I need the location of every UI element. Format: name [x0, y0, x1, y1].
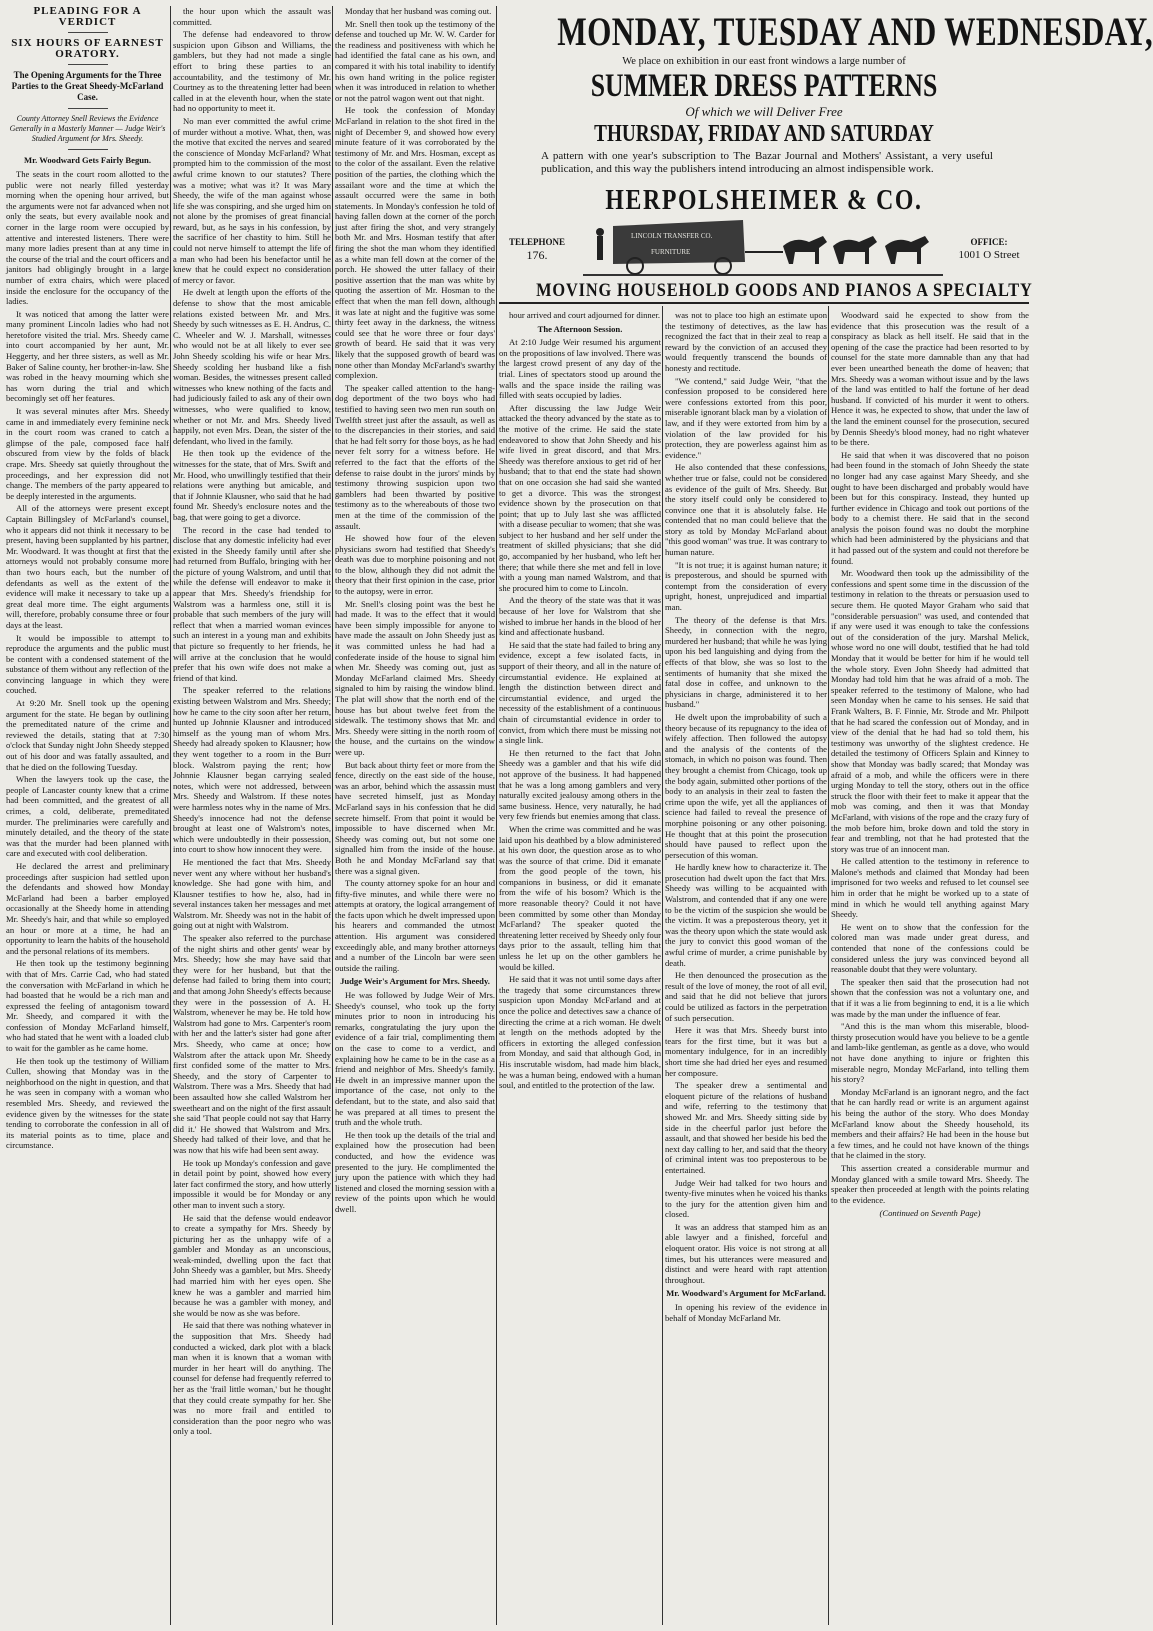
paragraph: He then denounced the prosecution as the result of the love of money, the root of all evil, and said that he did not believe that jurors could be utilized as factors in the perpetration of such persecution.	[665, 970, 827, 1023]
moving-van-illustration	[573, 216, 953, 278]
paragraph: At 2:10 Judge Weir resumed his argument on the propositions of law involved. There was the largest crowd present of any day of the trial. Lines of spectators stood up around the walls and the space inside the railing was filled with seats occupied by ladies.	[499, 337, 661, 401]
paragraph: At 9:20 Mr. Snell took up the opening argument for the state. He began by outlining the premeditated nature of the crime and reviewed the details, stating that at 7:30 o'clock that Sunday night John Sheedy stepped out of his door and was fatally assaulted, and that he died on the following Tuesday.	[6, 698, 169, 772]
paragraph: "It is not true; it is against human nature; it is preposterous, and should be spurned with contempt from the consideration of every upright, honest, unprejudiced and impartial man.	[665, 559, 827, 613]
paragraph: He hardly knew how to characterize it. The prosecution had dwelt upon the fact that Mrs. Sheedy was willing to be acquainted with Walstrom, and contended that if any one were to be the victim of the suspicion she would be the victim. It was a preposterous theory, yet it was the theory upon which the state would ask the jury to convict this good woman of the awful crime of murder, a crime punishable by death.	[665, 862, 827, 968]
paragraph: It was noticed that among the latter were many prominent Lincoln ladies who had not heretofore visited the trial. Mrs. Sheedy came into court accompanied by her aunt, Mr. Heggerty, and her three sisters, as well as Mr. Baker of Saline county, her brother-in-law. She was robed in the heavy mourning which she has worn during the trial and which becomingly set off her features.	[6, 308, 169, 404]
column-rule	[828, 306, 829, 1625]
transfer-ad	[499, 216, 1033, 304]
ad-firm-name: HERPOLSHEIMER & CO.	[605, 184, 923, 216]
paragraph: He then returned to the fact that John Sheedy was a gambler and that his wife did not approve of the business. It had happened that he was a long among gamblers and very naturally excited jealousy among others in the same business. Hence, very naturally, he had very few friends but enemies among that class.	[499, 747, 661, 822]
column-rule	[170, 6, 171, 1625]
driver-figure	[597, 236, 603, 260]
section-subhead: Mr. Woodward's Argument for McFarland.	[666, 1288, 826, 1299]
divider	[68, 32, 108, 33]
paragraph: He took up Monday's confession and gave in detail point by point, showed how every later fact confirmed the story, and how utterly impossible it would be for Monday or any other man to invent such a story.	[173, 1157, 331, 1210]
continuation-note: (Continued on Seventh Page)	[879, 1208, 981, 1219]
paragraph: He dwelt at length upon the efforts of the defense to show that the most amicable relations existed between Mr. and Mrs. Sheedy by such witnesses as E. H. Andrus, C. C. Wheeler and W. J. Marshall, witnesses who would not be at all likely to ever see John Sheedy scolding his wife or hear Mrs. Sheedy scolding her husband like a fish woman. Besides, the witnesses present called witnesses who knew nothing of the facts and had judiciously failed to ask any of their own witnesses, who were qualified to know, whether or not Mr. and Mrs. Sheedy lived happily, not even Mrs. Dean, the sister of the defendant, who lived in the family.	[173, 287, 331, 446]
paragraph: The defense had endeavored to throw suspicion upon Gibson and Williams, the gamblers, but they had not made a single effort to bring these parties to an accountability, and the testimony of Mr. Courtney as to the threatening letter had been called in at the eleventh hour, when the state had no opportunity to meet it.	[173, 29, 331, 114]
paragraph: But back about thirty feet or more from the fence, directly on the east side of the house, was an arbor, behind which the assassin must have secreted himself, just as Monday McFarland says in his confession that he did secrete himself. From that point it would be impossible to have discerned when Mr. Sheedy was coming out, but not some one signalled him from the inside of the house. Both he and Monday McFarland say that there was a signal given.	[335, 759, 495, 876]
paragraph: He then took up the testimony beginning with that of Mrs. Carrie Cad, who had stated the conversation with McFarland in which he had boasted that he would be a rich man and expressed the feeling of antagonism toward Mr. Sheedy, and compared it with the confession of Monday McFarland himself, who had stated that he went with a loaded club to wait for the gambler as he came home.	[6, 958, 169, 1054]
telephone-label: TELEPHONE	[508, 237, 565, 247]
paragraph: The speaker then said that the prosecution had not shown that the confession was not a voluntary one, and that if it was a lie from beginning to end, it is a lie which was made by the man under the influence of fear.	[831, 976, 1029, 1019]
office-block	[951, 236, 1027, 262]
paragraph: He showed how four of the eleven physicians sworn had testified that Sheedy's death was due to morphine poisoning and not to the blow, although they did not admit the theory that their first opinion in the case, prior to the autopsy, were in error.	[335, 533, 495, 597]
ad-intro-line: We place on exhibition in our east front windows a large number of	[622, 56, 906, 67]
driver-head	[596, 228, 604, 236]
paragraph: Monday that her husband was coming out.	[345, 6, 492, 16]
paragraph: The theory of the defense is that Mrs. Sheedy, in connection with the negro, murdered her husband; that while he was lying upon his bed languishing and dying from the effects of that blow, she was so lost to the sentiments of humanity that she mixed the fatal dose in coffee, and unknown to the physicians in charge, administered it to her husband."	[665, 614, 827, 710]
article-column-4	[499, 310, 661, 1624]
paragraph: was not to place too high an estimate upon the testimony of detectives, as the law has recognized the fact that in their zeal to reap a reward by the conviction of an accused they would frequently transcend the bounds of honesty and rectitude.	[665, 310, 827, 373]
van-lettering: LINCOLN TRANSFER CO.	[631, 232, 713, 240]
paragraph: The speaker referred to the relations existing between Walstrom and Mrs. Sheedy; how he came to the city soon after her return, hunted up Johnnie Klausner and introduced himself as the young man of whom Mrs. Sheedy had already spoken to Klausner; how they went together to a room in the Burr block. Walstrom paying the rent; how Johnnie Klausner began carrying sealed notes, which were not addressed, between Mrs. Sheedy and Walstrom. If these notes were harmless notes why in the name of Mrs. Sheedy's innocence had not the defense brought at least one of Walstrom's notes, which were undoubtedly in their possession, into court to show how innocent they were.	[173, 685, 331, 855]
transfer-tagline: MOVING HOUSEHOLD GOODS AND PIANOS A SPECIALTY	[536, 280, 1033, 301]
ad-offer-line: Of which we will Deliver Free	[685, 104, 843, 119]
paragraph: Monday McFarland is an ignorant negro, and the fact that he can hardly read or write is an argument against his being the author of the story. Who does Monday McFarland know about the Sheedy household, its members and their affairs? He had been in the house but a few times, and he could not have known of the things that he claimed in the story.	[831, 1086, 1029, 1161]
paragraph: And the theory of the state was that it was because of her love for Walstrom that she wished to imbrue her hands in the blood of her kind and affectionate husband.	[499, 595, 661, 638]
paragraph: All of the attorneys were present except Captain Billingsley of McFarland's counsel, who it appears did not think it necessary to be present, having been supplanted by his partner, Mr. Woodward. It was thought at first that the attorneys would not probably consume more than two hours each, but the number of defendants as well as the extent of the evidence will make it necessary to take up a great deal more time. The eight arguments will, therefore, probably consume three or four days at the least.	[6, 503, 169, 630]
article-deck-secondary: County Attorney Snell Reviews the Evidence Generally in a Masterly Manner — Judge Weir's Studied Argument for Mrs. Sheedy.	[9, 114, 166, 144]
horse-2	[833, 236, 877, 264]
section-subhead: Judge Weir's Argument for Mrs. Sheedy.	[340, 976, 490, 987]
column-rule	[332, 6, 333, 1625]
paragraph: The speaker called attention to the hang-dog deportment of the two boys who had testified to having seen two men run south on Twelfth street just after the assault, as well as to the discrepancies in their stories, and said that he had felt sorry for those boys, as he had never felt sorry for a witness before. He referred to the fact that the efforts of the defense to raise doubt in the jurors' minds by testimony throwing suspicion upon two gamblers had been thwarted by positive testimony as to the whereabouts of those two men at the time of the commission of the assault.	[335, 382, 495, 531]
column-rule	[496, 6, 497, 1625]
article-column-1	[6, 6, 169, 1624]
divider	[68, 64, 108, 65]
paragraph: hour arrived and court adjourned for dinner.	[509, 310, 661, 320]
paragraph: Woodward said he expected to show from the evidence that this prosecution was the result of a conspiracy as black as hell itself. He said that in the opening of the case the practice had been resorted to by counsel for the state more damnable than any that had ever been unearthed beneath the dome of heaven; that Mrs. Sheedy was a woman without issue and by the laws of the land was entitled to half the fortune of her dead husband. If convicted of his murder it went to others. Hence it was, he expected to show, that under the law of the land the eminent counsel for the prosecution, secured by Dennis Sheedy's blood money, had no right whatever to be there.	[831, 310, 1029, 448]
van-lettering-2: FURNITURE	[651, 248, 691, 256]
section-subhead: The Afternoon Session.	[537, 323, 623, 334]
paragraph: The speaker also referred to the purchase of the night shirts and other gents' wear by Mrs. Sheedy; how she may have said that they were for her husband, but that the defense had failed to bring them into court; and that among John Sheedy's effects because they were in the possession of A. H. Walstrom, whenever he may be. He told how Walstrom had gone to Mrs. Carpenter's room with her and the latter's sister had gone after Mrs. Sheedy, who came at once; how Walstrom after the attack upon Mr. Sheedy first confided some of the matter to Mrs. Sheedy, and the story of Carpenter to Walstrom. There was a Mrs. Sheedy that had been assaulted how she called Walstrom her sweetheart and on the night of the first assault she said 'That people could not say that Harry did it.' He showed that Walstrom and Mrs. Sheedy had talked of their love, and that he was now that his wife had been sent away.	[173, 933, 331, 1155]
paragraph: Mr. Snell then took up the testimony of the defense and touched up Mr. W. W. Carder for the readiness and positiveness with which he had identified the fatal cane as his own, and compared it with his total inability to identify his own hand writing in the police register when it was introduced in relation to whether or not the patrol wagon went out that night.	[335, 18, 495, 103]
article-column-3	[335, 6, 495, 1624]
paragraph: He then took up the details of the trial and explained how the prosecution had been conducted, and how the evidence was presented to the jury. He complimented the jury upon the patience with which they had listened and closed the morning session with a review of the points upon which he would dwell.	[335, 1129, 495, 1214]
paragraph: He called attention to the testimony in reference to Malone's methods and claimed that Monday had been imprisoned for two weeks and refused to let counsel see him in order that he might be worked up to a state of mind in which he would tell anything against Mary Sheedy.	[831, 856, 1029, 920]
paragraph: It would be impossible to attempt to reproduce the arguments and the public must be content with a condensed statement of the substance of them without any reflection of the convincing language in which they were couched.	[6, 632, 169, 696]
paragraph: The speaker drew a sentimental and eloquent picture of the relations of husband and wife, referring to the testimony that showed Mr. and Mrs. Sheedy sitting side by side in the cheerful parlor just before the assault, and that showed her beside his bed the next day calling to her, and said that the theory of criminal intent was too preposterous to be entertained.	[665, 1080, 827, 1175]
paragraph: Judge Weir had talked for two hours and twenty-five minutes when he voiced his thanks to the jury for the attention given him and closed.	[665, 1177, 827, 1220]
paragraph: Mr. Woodward then took up the admissibility of the confessions and spent some time in the discussion of the testimony in relation to the threats or persuasion used to secure them. He quoted Mayor Graham who said that "considerable persuasion" was used, and contended that if any were used it was enough to take the confessions out of the consideration of the jury. Marshal Melick, whose word no one will doubt, testified that he had told Monday that it would be better for him if he would tell the whole story. Even John Sheedy had admitted that Monday had told him that he was afraid of a mob. The speaker referred to the testimony of Malone, who had seen Monday when he came to his senses. He said that Frank Walters, B. F. Finnie, Mr. Strode and Mr. Philpott that he had scared the confession out of Monday, and in view of the denial that he had had so told them, his testimony was unworthy of the slightest credence. He detailed the testimony of Officers Splain and Kinney to show that Monday was badly scared; that Monday was afraid of a mob, and while the officers were in there urging Monday to tell the story, others out in the office struck the floor with their feet to make it appear that the mob was coming, and then it was that Monday McFarland, with visions of the rope and the crazy fury of the mob before him, broke down and told the story in fear and trembling, not that he had protested that the story was true of an innocent man.	[831, 568, 1029, 854]
paragraph: This assertion created a considerable murmur and Monday glanced with a smile toward Mrs. Sheedy. The speaker then proceeded at length with the points relating to the evidence.	[831, 1162, 1029, 1205]
paragraph: After discussing the law Judge Weir attacked the theory advanced by the state as to the motive of the crime. He said the state endeavored to show that John Sheedy and his wife lived in great discord, and that Mrs. Sheedy was therefore anxious to get rid of her husband; that to that end the state had shown that on one occasion she had said she wanted to get a divorce. This was the strongest evidence shown by the prosecution on that point; that up to July last she was afflicted with a disease peculiar to women; that she was subject to her husband and her self under the treatment of skilled physicians; that she did go, accompanied by her husband, who left her there; that while there she met and fell in love with a young man named Walstrom, and that she procured him to come to Lincoln.	[499, 402, 661, 593]
paragraph: He also contended that these confessions, whether true or false, could not be considered as evidence of the guilt of Mrs. Sheedy. But the story itself could only be considered to convince one that it is absolutely false. He contended that no man could believe that the story as told by Monday McFarland about "this good woman" was true. It was contrary to human nature.	[665, 462, 827, 558]
paragraph: He then took up the testimony of William Cullen, showing that Monday was in the neighborhood on the night in question, and that he was seen in company with a woman who resembled Mrs. Sheedy, and reviewed the evidence given by the witnesses for the state tending to corroborate the confession in all of its material points as to time, place and circumstance.	[6, 1055, 169, 1151]
telephone-number: 176.	[526, 248, 548, 262]
article-column-6	[831, 310, 1029, 1624]
article-deck: The Opening Arguments for the Three Parties to the Great Sheedy-McFarland Case.	[11, 70, 164, 103]
paragraph: He said that the defense would endeavor to create a sympathy for Mrs. Sheedy by picturing her as the unhappy wife of a gambler and Monday as an unconscious, weak-minded, dwelling upon the fact that John Sheedy was a gambler, but Mrs. Sheedy had married him with her eyes open. She knew he was a gambler and married him because he was a gambler with money, and she would be now as she was before.	[173, 1212, 331, 1318]
column-rule	[662, 306, 663, 1625]
telephone-block	[507, 236, 567, 262]
paragraph: "And this is the man whom this miserable, blood-thirsty prosecution would have you believe to be a gentle and lamb-like gentleman, as gentle as a dove, who would not have done anything to injure or frighten this miserable negro, Monday McFarland, into telling them his story?	[831, 1021, 1029, 1085]
office-label: OFFICE:	[970, 237, 1008, 247]
paragraph: The seats in the court room allotted to the public were not nearly filled yesterday morning when the opening hour arrived, but the arguments were not far advanced when not only the seats, but every available nook and corner in the large room were occupied by attentive and interested listeners. There were many more ladies present than at any time in the course of the trial and the court officers and janitors had obligingly brought in a large number of extra chairs, which were placed inside the enclosure for the occupancy of the ladies.	[6, 168, 169, 307]
paragraph: In opening his review of the evidence in behalf of Monday McFarland Mr.	[665, 1302, 827, 1323]
paragraph: He said that the state had failed to bring any evidence, except a few isolated facts, in support of their theory, and all in the nature of circumstantial evidence. He explained at length the distinction between direct and circumstantial evidence, and urged the necessity of the establishment of a continuous chain of circumstantial evidence in order to convict, from which there must be missing not a single link.	[499, 639, 661, 746]
ad-headline: MONDAY, TUESDAY AND WEDNESDAY,	[557, 9, 1153, 54]
paragraph: It was an address that stamped him as an able lawyer and a finished, forceful and eloquent orator. His voice is not strong at all times, but his utterances were measured and distinct and were heard with rapt attention throughout.	[665, 1221, 827, 1285]
divider	[68, 149, 108, 150]
ad-description: A pattern with one year's subscription to The Bazar Journal and Mothers' Assistant, a very useful publication, and this way the publishers intend introducing an almost indispensible work.	[541, 150, 993, 175]
paragraph: He went on to show that the confession for the colored man was made under great duress, and contended that none of the confessions could be considered unless the jury was convinced beyond all reasonable doubt that they were voluntary.	[831, 921, 1029, 975]
paragraph: He said that there was nothing whatever in the supposition that Mrs. Sheedy had conducted a wicked, dark plot with a black man when it is known that a woman with murder in her heart will do anything. The counsel for defense had frequently referred to her as the 'frail little woman,' but he thought that they could create sympathy for her. She was no more frail and entitled to consideration than the poor negro who was only a tool.	[173, 1320, 331, 1437]
paragraph: He said that when it was discovered that no poison had been found in the stomach of John Sheedy the state no longer had any case against Mary Sheedy, and she ought to have been discharged and probably would have been but for this conspiracy. Instead, they hunted up further evidence in Chicago and took out portions of the body to a chemist there. He said that in the second analysis the poison found was no doubt the morphine which had been administered by the physicians and that it had passed out of the system and could not therefore be found.	[831, 449, 1029, 566]
office-address: 1001 O Street	[958, 249, 1020, 261]
paragraph: He mentioned the fact that Mrs. Sheedy never went any where without her husband's knowledge. She had gone with him, and Klausner testifies to how he, also, had in several instances taken her messages and met Walstrom. Mr. Sheedy was not in the habit of going out at night with Walstrom.	[173, 856, 331, 931]
horse-3	[885, 236, 929, 264]
ad-days-headline: THURSDAY, FRIDAY AND SATURDAY	[594, 121, 934, 147]
ad-product-headline: SUMMER DRESS PATTERNS	[590, 68, 938, 104]
paragraph: He dwelt upon the improbability of such a theory because of its repugnancy to the idea of wifely affection. Then followed the autopsy and the analysis of the contents of the stomach, in which no poison was found. Then they brought a chemist from Chicago, took up the body again, submitted other portions of the body to an analysis in their zeal to fasten the crime upon the wife, yet all the appliances of science had failed to reveal the presence of morphine poisoning or any other poisoning. He thought that at this point the prosecution should have paused to reflect upon the persecution of this woman.	[665, 711, 827, 860]
paragraph: He then took up the evidence of the witnesses for the state, that of Mrs. Swift and Mr. Hood, who unwillingly testified that their relations were anything but amicable, and that if Johnnie Klausner, who said that he had found Mr. Sheedy's enclosure notes and the bag, that were going to get a divorce.	[173, 448, 331, 522]
paragraph: He was followed by Judge Weir of Mrs. Sheedy's counsel, who took up the forty minutes prior to noon in introducing his remarks, congratulating the jury upon the evidence of a fair trial, complimenting them on the case to come to a verdict, and explaining how he came to be in the case as a friend and neighbor of Mrs. Sheedy's family. He dwelt in an impressive manner upon the importance of the case, not only to the defendant, but to the state, and also said that he was prepared at all times to present the truth and the whole truth.	[335, 990, 495, 1128]
paragraph: When the lawyers took up the case, the people of Lancaster county knew that a crime had been committed, and the greatest of all crimes, a cold, deliberate, premeditated murder. The preliminaries were carefully and minutely detailed, and the theory of the state was that the murder had been planned with care and executed with cool deliberation.	[6, 774, 169, 859]
paragraph: He declared the arrest and preliminary proceedings after suspicion had settled upon the defendants and showed how Monday McFarland had been a barber employed occasionally at the Sheedy home in attending Mr. Sheedy's hair, and that while so employed an hour or more at a time, he had an opportunity to learn the habits of the household and the personal relations of its members.	[6, 860, 170, 956]
paragraph: No man ever committed the awful crime of murder without a motive. What, then, was the motive that excited the nerves and seared the conscience of Monday McFarland? What prompted him to the commission of the most awful crime known to our statutes? There was a motive; what was it? It was Mary Sheedy, the wife of the man against whose life she was conspiring, and she urged him on not alone by the promises of great financial reward, but, as he says in his confession, by the sacrifice of her chastity to him. Still he could not nerve himself to attempt the life of a man who had been his benefactor until he knew that he could expect no consideration of mercy or favor.	[173, 115, 331, 285]
article-column-2	[173, 6, 331, 1624]
article-column-5	[665, 310, 827, 1624]
paragraph: "We contend," said Judge Weir, "that the confession proposed to be considered here were confessions extorted from this poor, miserable ignorant black man by a violation of law, and if they were extorted from him by a violation of the law provided for his protection, they are powerless against him as evidence."	[665, 375, 827, 460]
horse-1	[783, 236, 827, 264]
paragraph: the hour upon which the assault was committed.	[173, 6, 331, 27]
article-headline: PLEADING FOR A VERDICT	[33, 5, 142, 28]
paragraph: Mr. Snell's closing point was the best he had made. It was to the effect that it would have been simply impossible for anyone to have made the assault on John Sheedy just as it was committed unless he had had a confederate inside of the house to signal him when Mr. Sheedy was coming out, just as Monday McFarland claimed Mrs. Sheedy signaled to him by raising the window blind. The plat will show that the north end of the house has but about twelve feet from the sidewalk. The testimony shows that Mr. and Mrs. Sheedy were sitting in the north room of the house, and the curtains on the window were up.	[335, 598, 495, 757]
divider	[68, 108, 108, 109]
paragraph: Here it was that Mrs. Sheedy burst into tears for the first time, but it was but a momentary indulgence, for in an incredibly short time she had dried her eyes and resumed her composure.	[665, 1025, 827, 1078]
section-subhead: Mr. Woodward Gets Fairly Begun.	[23, 155, 151, 166]
paragraph: He took the confession of Monday McFarland in relation to the shot fired in the night of December 9, and showed how every minute feature of it was corroborated by the testimony of Mr. and Mrs. Hosman, except as to the color of the assailant. Even the relative position of the parties, the clothing which the assailant wore and the time at which the assault occurred were the same in both statements. In Monday's confession he told of having fallen down at the corner of the porch just after firing the shot, and very strangely both Mr. and Mrs. Hosman testify that after firing the shot the man whom they identified as a white man fell down at the corner of the porch. He showed the utter fallacy of their positive assertion that the man was white by quoting the assertion of Mr. Hosman to the effect that when the man fell down, although it was late at night and the fugitive was some thirty feet away in the darkness, the witness could see that he wore three or four days' growth of beard. He said that it was very likely that the supposed growth of beard was none other than Monday McFarland's swarthy complexion.	[335, 105, 495, 381]
paragraph: The record in the case had tended to disclose that any domestic infelicity had ever existed in the Sheedy family until after she had returned from Buffalo, bringing with her the picture of young Walstrom, and until that while the defense will endeavor to make it appear that Mrs. Sheedy's friendship for Walstrom was a harmless one, still it is probable that such members of the jury will reflect that when a married woman evinces such an interest in a young man and exhibits that picture so frequently to her friends, he will arrive at the conclusion that he would prefer that his own wife does not make a friend of that kind.	[173, 524, 331, 683]
paragraph: He said that it was not until some days after the tragedy that some circumstances threw suspicion upon Monday McFarland and at once the police and detectives saw a chance of directing the crime at a rich woman. He dwelt at length on the methods adopted by the officers in extorting the alleged confession from Monday, and said that although God, in His inscrutable wisdom, had made him black, he was a human being, endowed with a human soul, and entitled to the protection of the law.	[499, 974, 661, 1091]
paragraph: The county attorney spoke for an hour and fifty-five minutes, and while there were no attempts at oratory, the logical arrangement of the facts upon which he dwelt impressed upon his hearers and commanded the utmost attention. His argument was considered exceedingly able, and many brother attorneys and a number of the Lincoln bar were seen outside the railing.	[335, 878, 495, 973]
paragraph: It was several minutes after Mrs. Sheedy came in and immediately every feminine neck in the court room was craned to catch a glimpse of the pale, composed face half obscured from view by the folds of black crape. Mrs. Sheedy sat quietly throughout the proceedings, and her expression did not change. The members of the party appeared to be deeply interested in the arguments.	[6, 406, 169, 501]
paragraph: When the crime was committed and he was laid upon his deathbed by a blow administered at his own door, the question arose as to who was the source of that crime. Did it emanate from the good people of the town, his companions in business, or did it emanate from the wife of his bosom? Which is the more reasonable theory? Could it not have been committed by some other than Monday McFarland? The speaker quoted the threatening letter received by Sheedy only four days prior to the assault, telling him that unless he let up on the other gamblers he would be killed.	[499, 823, 661, 972]
article-subheadline: SIX HOURS OF EARNEST ORATORY.	[11, 37, 164, 60]
